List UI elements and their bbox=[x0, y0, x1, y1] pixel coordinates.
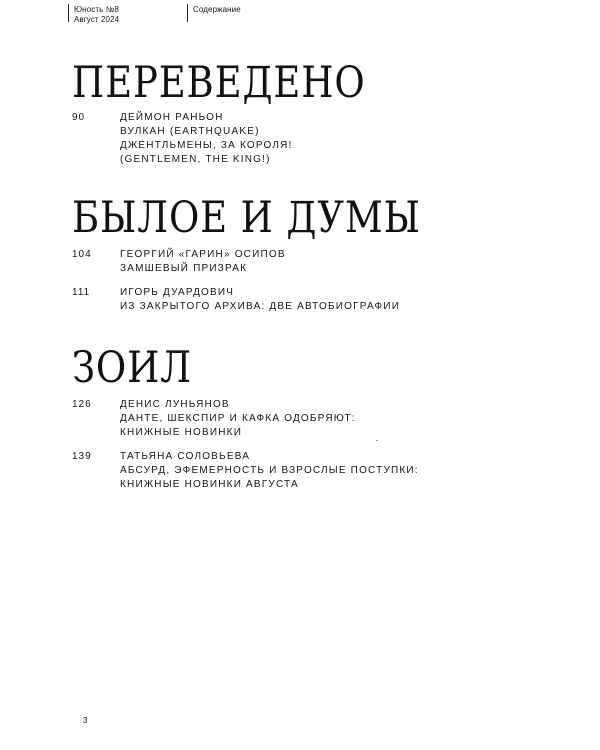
entry-title: АБСУРД, ЭФЕМЕРНОСТЬ И ВЗРОСЛЫЕ ПОСТУПКИ: bbox=[120, 465, 419, 476]
page-number: 90 bbox=[72, 112, 86, 123]
entry-author: ГЕОРГИЙ «ГАРИН» ОСИПОВ bbox=[120, 249, 286, 260]
entry-lines bbox=[120, 286, 540, 314]
entry-lines bbox=[120, 248, 540, 276]
entry-title: КНИЖНЫЕ НОВИНКИ АВГУСТА bbox=[120, 479, 299, 490]
entry-title: ВУЛКАН (EARTHQUAKE) bbox=[120, 126, 260, 137]
page-number: 139 bbox=[72, 451, 92, 462]
entry-lines bbox=[120, 398, 540, 440]
running-header bbox=[0, 0, 600, 26]
entry-author: ИГОРЬ ДУАРДОВИЧ bbox=[120, 287, 235, 298]
entry-lines bbox=[120, 111, 540, 167]
entry-title: ДАНТЕ, ШЕКСПИР И КАФКА ОДОБРЯЮТ: bbox=[120, 413, 356, 424]
entry-title: (GENTLEMEN, THE KING!) bbox=[120, 154, 271, 165]
section-title-translated: ПЕРЕВЕДЕНО bbox=[72, 58, 366, 108]
page-number: 111 bbox=[72, 287, 91, 298]
entry-title: ИЗ ЗАКРЫТОГО АРХИВА: ДВЕ АВТОБИОГРАФИИ bbox=[120, 301, 401, 312]
page-number: 126 bbox=[72, 399, 92, 410]
header-divider bbox=[68, 4, 69, 22]
header-issue-block bbox=[74, 5, 119, 25]
entry-title: КНИЖНЫЕ НОВИНКИ bbox=[120, 427, 243, 438]
magazine-title: Юность №8 bbox=[74, 5, 119, 14]
entry-lines bbox=[120, 450, 540, 492]
section-label: Содержание bbox=[193, 5, 241, 14]
issue-date: Август 2024 bbox=[74, 15, 120, 24]
entry-title: ДЖЕНТЛЬМЕНЫ, ЗА КОРОЛЯ! bbox=[120, 140, 293, 151]
page-folio: 3 bbox=[83, 716, 88, 725]
section-title-zoil: ЗОИЛ bbox=[72, 343, 192, 393]
entry-author: ТАТЬЯНА СОЛОВЬЕВА bbox=[120, 451, 251, 462]
entry-author: ДЕЙМОН РАНЬОН bbox=[120, 112, 224, 123]
section-title-past-and-thoughts: БЫЛОЕ И ДУМЫ bbox=[72, 193, 421, 243]
header-divider bbox=[187, 4, 188, 22]
page-number: 104 bbox=[72, 249, 92, 260]
entry-title: ЗАМШЕВЫЙ ПРИЗРАК bbox=[120, 263, 248, 274]
entry-author: ДЕНИС ЛУНЬЯНОВ bbox=[120, 399, 230, 410]
print-speck bbox=[376, 440, 378, 441]
